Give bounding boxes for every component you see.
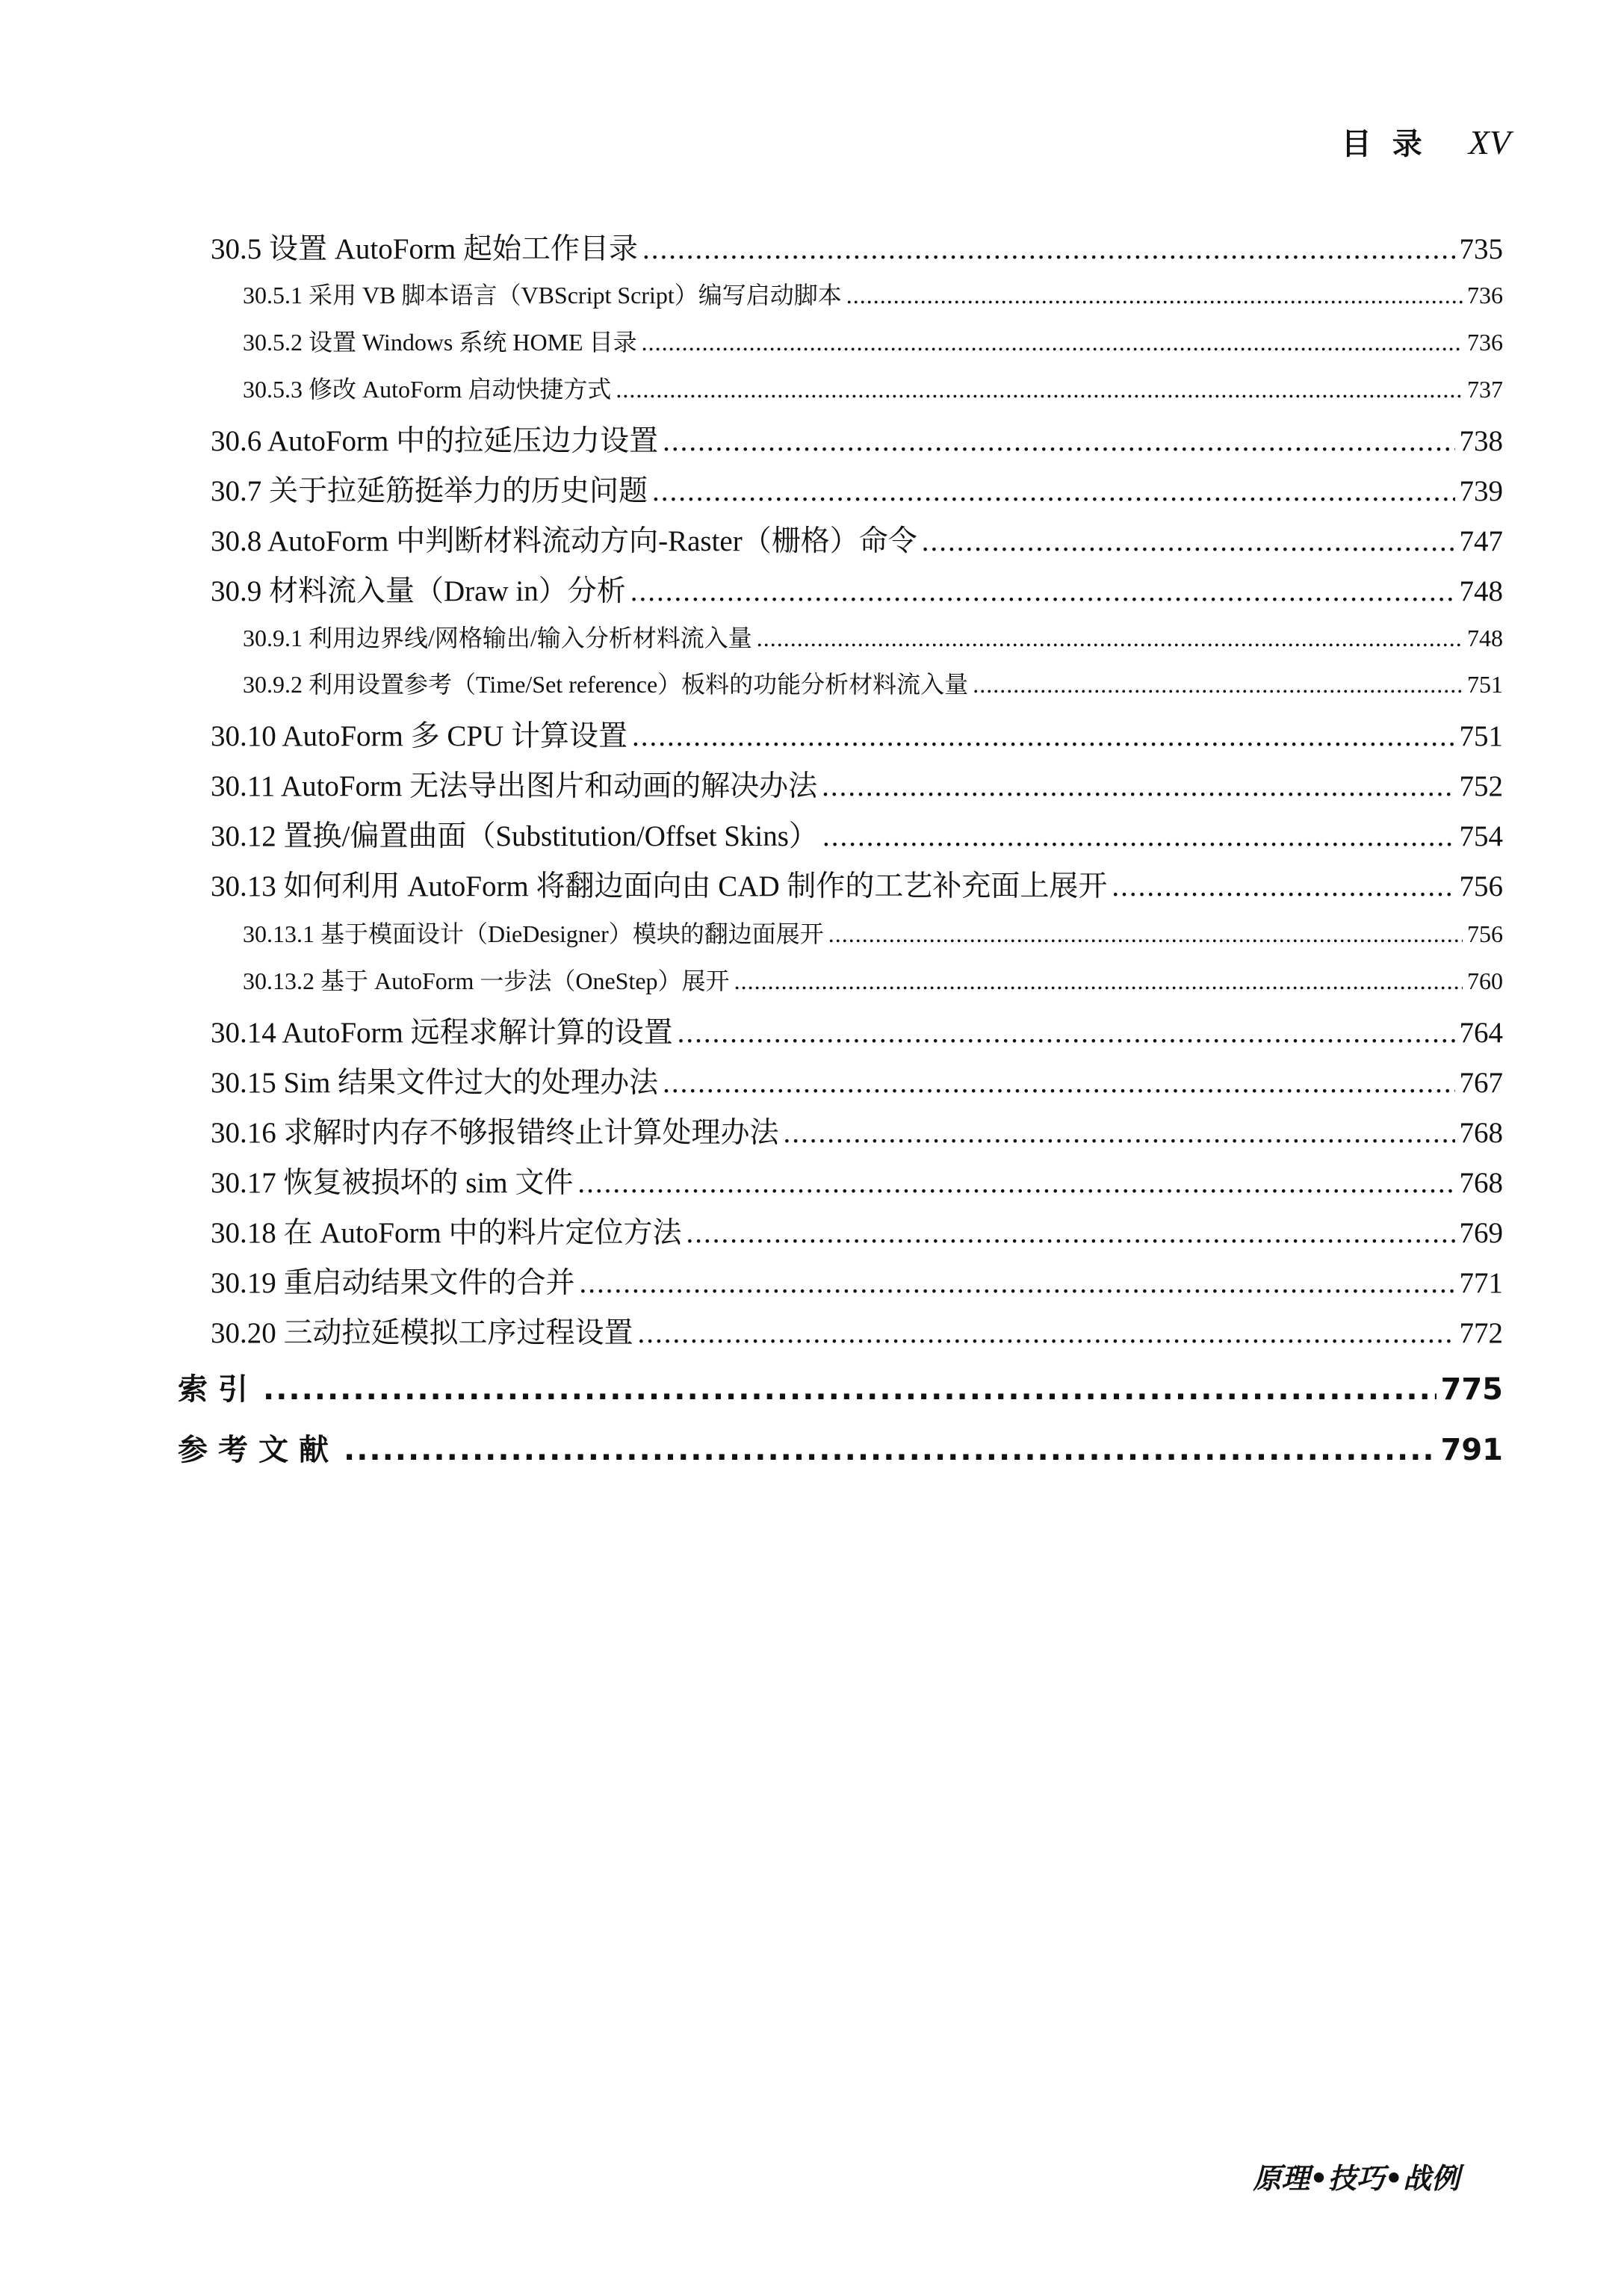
toc-entry-page: 772 [1459, 1317, 1503, 1349]
toc-entry-title: 30.17 恢复被损坏的 sim 文件 [211, 1167, 574, 1199]
toc-entry [211, 1310, 1503, 1351]
toc-leader-dots [663, 424, 1454, 458]
toc-entry [211, 1260, 1503, 1301]
toc-entry-page: 756 [1459, 870, 1503, 902]
toc-entry-title: 30.16 求解时内存不够报错终止计算处理办法 [211, 1117, 779, 1149]
toc-leader-dots [846, 282, 1463, 309]
toc-entry-title: 30.13.2 基于 AutoForm 一步法（OneStep）展开 [243, 967, 730, 994]
header-page-number: XV [1468, 123, 1510, 161]
toc-leader-dots [663, 1066, 1454, 1100]
toc-leader-dots [922, 524, 1455, 558]
toc-entry-title: 索引 [178, 1372, 258, 1407]
toc-entry-title: 30.19 重启动结果文件的合并 [211, 1267, 575, 1299]
toc-entry [211, 863, 1503, 905]
toc-entry [211, 813, 1503, 855]
toc-leader-dots [580, 1266, 1455, 1300]
toc-entry [211, 1159, 1503, 1201]
toc-entry [243, 323, 1503, 361]
page-footer: 原理•技巧•战例 [1253, 2162, 1460, 2195]
toc-entry-page: 771 [1459, 1267, 1503, 1299]
toc-leader-dots [757, 625, 1463, 652]
toc-entry [211, 713, 1503, 755]
toc-entry-title: 30.13 如何利用 AutoForm 将翻边面向由 CAD 制作的工艺补充面上展开 [211, 870, 1108, 902]
toc-leader-dots [652, 474, 1454, 508]
toc-entry-page: 767 [1459, 1067, 1503, 1099]
toc-entry-title: 30.9.2 利用设置参考（Time/Set reference）板料的功能分析材料流入量 [243, 671, 969, 698]
toc-leader-dots [577, 1166, 1454, 1200]
toc-entry-page: 747 [1459, 525, 1503, 557]
toc-entry-page: 739 [1459, 475, 1503, 507]
toc-entry-page: 751 [1467, 671, 1503, 698]
toc-entry-title: 30.7 关于拉延筋挺举力的历史问题 [211, 475, 648, 507]
toc-entry-title: 30.5.1 采用 VB 脚本语言（VBScript Script）编写启动脚本 [243, 282, 842, 309]
toc-entry-title: 30.12 置换/偏置曲面（Substitution/Offset Skins） [211, 820, 818, 852]
toc-leader-dots [344, 1433, 1437, 1467]
toc-entry [243, 619, 1503, 657]
toc-entry-title: 30.5.2 设置 Windows 系统 HOME 目录 [243, 329, 637, 356]
toc-leader-dots [734, 967, 1463, 995]
toc-entry-page: 737 [1467, 376, 1503, 403]
toc-entry [243, 666, 1503, 703]
toc-entry-page: 769 [1459, 1217, 1503, 1249]
toc-entry-title: 30.9.1 利用边界线/网格输出/输入分析材料流入量 [243, 625, 752, 651]
toc-leader-dots [642, 232, 1454, 266]
toc-entry-page: 748 [1467, 625, 1503, 651]
toc-entry-page: 735 [1459, 233, 1503, 265]
toc-leader-dots [263, 1372, 1437, 1407]
toc-entry-page: 768 [1459, 1117, 1503, 1149]
toc-leader-dots [784, 1116, 1455, 1150]
toc-entry-title: 参考文献 [178, 1433, 339, 1467]
toc-leader-dots [687, 1216, 1455, 1250]
toc-entry-title: 30.5 设置 AutoForm 起始工作目录 [211, 233, 639, 265]
toc-entry-title: 30.6 AutoForm 中的拉延压边力设置 [211, 425, 659, 457]
toc-leader-dots [822, 769, 1454, 803]
toc-entry-page: 764 [1459, 1017, 1503, 1049]
toc-entry [211, 568, 1503, 610]
toc-entry-page: 760 [1467, 967, 1503, 994]
toc-leader-dots [630, 574, 1455, 608]
toc-entry [243, 962, 1503, 1000]
toc-entry [211, 1109, 1503, 1151]
toc-entry-page: 791 [1440, 1433, 1503, 1467]
toc-leader-dots [638, 1316, 1455, 1350]
toc-entry [243, 371, 1503, 408]
toc-entry-page: 738 [1459, 425, 1503, 457]
toc-entry-page: 752 [1459, 770, 1503, 802]
toc-entry-title: 30.18 在 AutoForm 中的料片定位方法 [211, 1217, 682, 1249]
toc-leader-dots [678, 1016, 1455, 1050]
toc-leader-dots [822, 820, 1455, 853]
toc-leader-dots [828, 920, 1463, 948]
toc-entry-page: 736 [1467, 329, 1503, 356]
toc-entry-page: 754 [1459, 820, 1503, 852]
toc-entry [211, 468, 1503, 510]
toc-entry-page: 768 [1459, 1167, 1503, 1199]
toc-entry [178, 1366, 1503, 1412]
toc-entry-page: 775 [1440, 1372, 1503, 1407]
toc-entry [211, 1009, 1503, 1051]
toc-entry [243, 915, 1503, 953]
toc-entry [178, 1426, 1503, 1472]
toc-leader-dots [632, 719, 1455, 753]
toc-entry-title: 30.20 三动拉延模拟工序过程设置 [211, 1317, 633, 1349]
toc-entry-page: 736 [1467, 282, 1503, 309]
toc-entry-page: 756 [1467, 920, 1503, 947]
toc-entry-title: 30.14 AutoForm 远程求解计算的设置 [211, 1017, 673, 1049]
toc-leader-dots [616, 376, 1463, 403]
toc-entry-title: 30.11 AutoForm 无法导出图片和动画的解决办法 [211, 770, 818, 802]
toc-entry-title: 30.8 AutoForm 中判断材料流动方向-Raster（栅格）命令 [211, 525, 917, 557]
toc-entry [211, 1210, 1503, 1251]
toc-entry [211, 518, 1503, 560]
toc-entry [211, 418, 1503, 459]
toc-entry [211, 763, 1503, 805]
header-title: 目录 [1341, 127, 1443, 161]
toc-entry [211, 1059, 1503, 1101]
toc-entry-page: 748 [1459, 575, 1503, 607]
toc-entry [243, 276, 1503, 314]
toc-entry-title: 30.13.1 基于模面设计（DieDesigner）模块的翻边面展开 [243, 920, 824, 947]
toc-leader-dots [1112, 870, 1454, 903]
toc-leader-dots [642, 329, 1463, 356]
toc-entry-title: 30.15 Sim 结果文件过大的处理办法 [211, 1067, 659, 1099]
toc-entry-page: 751 [1459, 720, 1503, 752]
toc-entry [211, 226, 1503, 267]
toc-leader-dots [973, 671, 1463, 699]
toc-entry-title: 30.9 材料流入量（Draw in）分析 [211, 575, 626, 607]
toc-entry-title: 30.10 AutoForm 多 CPU 计算设置 [211, 720, 627, 752]
toc-entry-title: 30.5.3 修改 AutoForm 启动快捷方式 [243, 376, 612, 403]
